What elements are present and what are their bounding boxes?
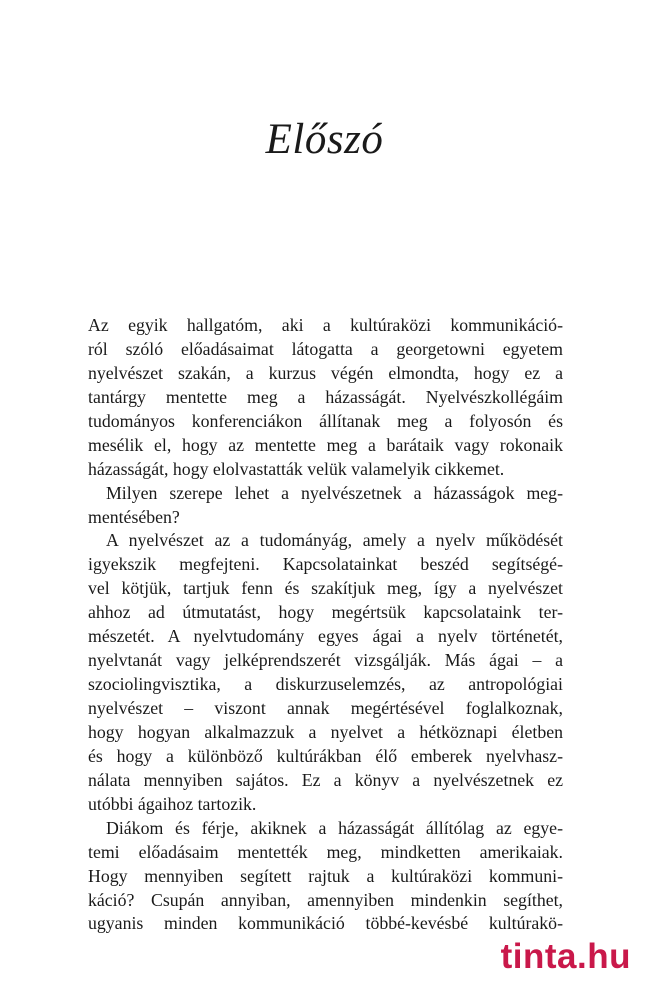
text-line: A nyelvészet az a tudományág, amely a nyelv működését (106, 530, 563, 551)
text-line: ról szóló előadásaimat látogatta a georgetowni egyetem (88, 338, 563, 359)
text-line: mészetét. A nyelvtudomány egyes ágai a nyelv történetét, (88, 626, 563, 647)
paragraph (88, 482, 563, 530)
text-line: temi előadásaim mentették meg, mindketten amerikaiak. (88, 841, 563, 862)
text-line: nálata mennyiben sajátos. Ez a könyv a nyelvészetnek ez (88, 769, 563, 790)
text-line: igyekszik megfejteni. Kapcsolatainkat beszéd segítségé- (88, 554, 563, 575)
text-line: vel kötjük, tartjuk fenn és szakítjuk meg, így a nyelvészet (88, 578, 563, 599)
text-line: mesélik el, hogy az mentette meg a barátaik vagy rokonaik (88, 434, 563, 455)
paragraph (88, 817, 563, 937)
text-line: Milyen szerepe lehet a nyelvészetnek a házasságok meg- (106, 482, 563, 503)
paragraph (88, 529, 563, 816)
text-line: tudományos konferenciákon állítanak meg a folyosón és (88, 410, 563, 431)
tinta-watermark: tinta.hu (500, 937, 631, 976)
text-line: hogy hogyan alkalmazzuk a nyelvet a hétköznapi életben (88, 721, 563, 742)
text-line: nyelvtanát vagy jelképrendszerét vizsgálják. Más ágai – a (88, 650, 563, 671)
chapter-title: Előszó (265, 116, 384, 163)
text-line: ahhoz ad útmutatást, hogy megértsük kapcsolataink ter- (88, 602, 563, 623)
text-line: mentésében? (88, 506, 180, 527)
text-line: nyelvészet szakán, a kurzus végén elmondta, hogy ez a (88, 362, 563, 383)
text-line: és hogy a különböző kultúrákban élő emberek nyelvhasz- (88, 745, 563, 766)
body-text (88, 314, 563, 936)
text-line: káció? Csupán annyiban, amennyiben mindenkin segíthet, (88, 889, 563, 910)
text-line: Hogy mennyiben segített rajtuk a kultúraközi kommuni- (88, 865, 563, 886)
text-line: nyelvészet – viszont annak megértésével foglalkoznak, (88, 698, 563, 718)
text-line: tantárgy mentette meg a házasságát. Nyelvészkollégáim (88, 386, 563, 407)
text-line: házasságát, hogy elolvastatták velük valamelyik cikkemet. (88, 458, 505, 479)
text-line: ugyanis minden kommunikáció többé-kevésbé kultúrakö- (88, 913, 563, 934)
text-line: utóbbi ágaihoz tartozik. (88, 793, 257, 814)
text-line: Az egyik hallgatóm, aki a kultúraközi kommunikáció- (88, 315, 563, 335)
text-line: Diákom és férje, akiknek a házasságát állítólag az egye- (106, 817, 563, 838)
paragraph (88, 314, 563, 482)
text-line: szociolingvisztika, a diskurzuselemzés, az antropológiai (88, 674, 563, 695)
